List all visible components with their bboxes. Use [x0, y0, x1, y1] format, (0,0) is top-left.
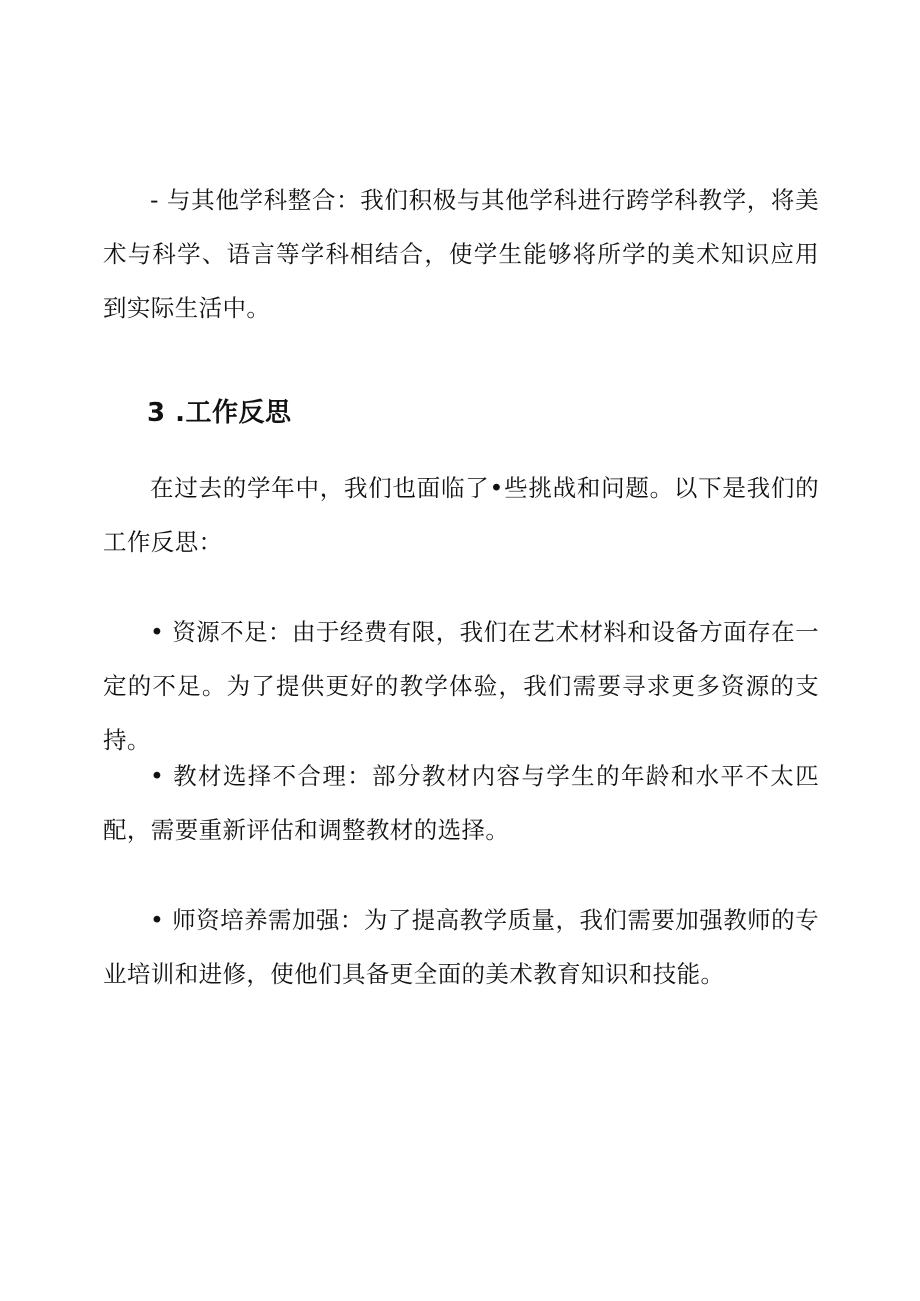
paragraph-subject-integration: - 与其他学科整合：我们积极与其他学科进行跨学科教学，将美术与科学、语言等学科相结合，使学生能够将所学的美术知识应用到实际生活中。	[103, 186, 819, 322]
paragraph-reflection-intro: 在过去的学年中，我们也面临了•些挑战和问题。以下是我们的工作反思：	[103, 474, 819, 556]
section-heading-work-reflection: 3 .工作反思	[147, 398, 292, 428]
bullet-insufficient-resources: • 资源不足：由于经费有限，我们在艺术材料和设备方面存在一定的不足。为了提供更好的教学体验，我们需要寻求更多资源的支持。	[103, 618, 819, 754]
bullet-teacher-training: • 师资培养需加强：为了提高教学质量，我们需要加强教师的专业培训和进修，使他们具备更全面的美术教育知识和技能。	[103, 906, 819, 988]
bullet-textbook-selection: • 教材选择不合理：部分教材内容与学生的年龄和水平不太匹配，需要重新评估和调整教材的选择。	[103, 762, 819, 844]
